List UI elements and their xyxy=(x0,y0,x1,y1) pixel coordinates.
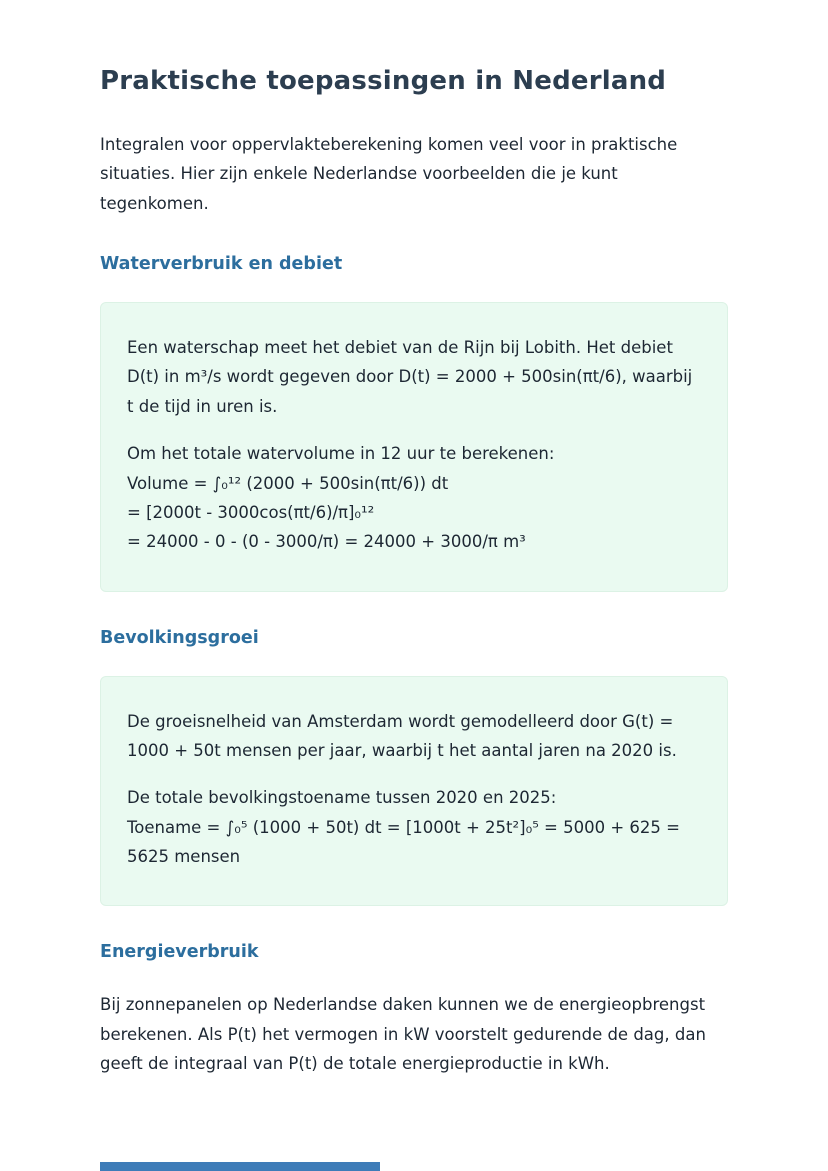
energieverbruik-paragraph: Bij zonnepanelen op Nederlandse daken kunnen we de energieopbrengst berekenen. Als P(t) het vermogen in kW voorstelt gedurende de dag, dan geeft de integraal van P(t) de totale energieproductie in kWh. xyxy=(100,995,706,1074)
formula-block xyxy=(127,783,701,871)
formula-line: Toename = ∫₀⁵ (1000 + 50t) dt = [1000t + 25t²]₀⁵ = 5000 + 625 = 5625 mensen xyxy=(127,817,680,867)
section-heading-waterverbruik: Waterverbruik en debiet xyxy=(100,254,343,275)
formula-line: De totale bevolkingstoename tussen 2020 en 2025: xyxy=(127,788,557,808)
formula-line: = 24000 - 0 - (0 - 3000/π) = 24000 + 3000/π m³ xyxy=(127,532,526,552)
example-intro-text: De groeisnelheid van Amsterdam wordt gemodelleerd door G(t) = 1000 + 50t mensen per jaar, waarbij t het aantal jaren na 2020 is. xyxy=(127,711,677,760)
next-section-accent-bar xyxy=(100,1162,380,1171)
formula-line: Om het totale watervolume in 12 uur te berekenen: xyxy=(127,444,555,464)
page-title: Praktische toepassingen in Nederland xyxy=(100,66,667,96)
formula-line: Volume = ∫₀¹² (2000 + 500sin(πt/6)) dt xyxy=(127,473,449,493)
example-box-waterverbruik xyxy=(100,302,728,592)
section-heading-bevolkingsgroei: Bevolkingsgroei xyxy=(100,627,259,648)
example-box-bevolkingsgroei xyxy=(100,676,728,907)
formula-block xyxy=(127,439,701,556)
section-heading-energieverbruik: Energieverbruik xyxy=(100,942,259,963)
example-intro-text: Een waterschap meet het debiet van de Rijn bij Lobith. Het debiet D(t) in m³/s wordt gegeven door D(t) = 2000 + 500sin(πt/6), waarbij t de tijd in uren is. xyxy=(127,338,693,416)
intro-paragraph: Integralen voor oppervlakteberekening komen veel voor in praktische situaties. Hier zijn enkele Nederlandse voorbeelden die je kunt tegenkomen. xyxy=(100,135,678,213)
formula-line: = [2000t - 3000cos(πt/6)/π]₀¹² xyxy=(127,502,375,522)
